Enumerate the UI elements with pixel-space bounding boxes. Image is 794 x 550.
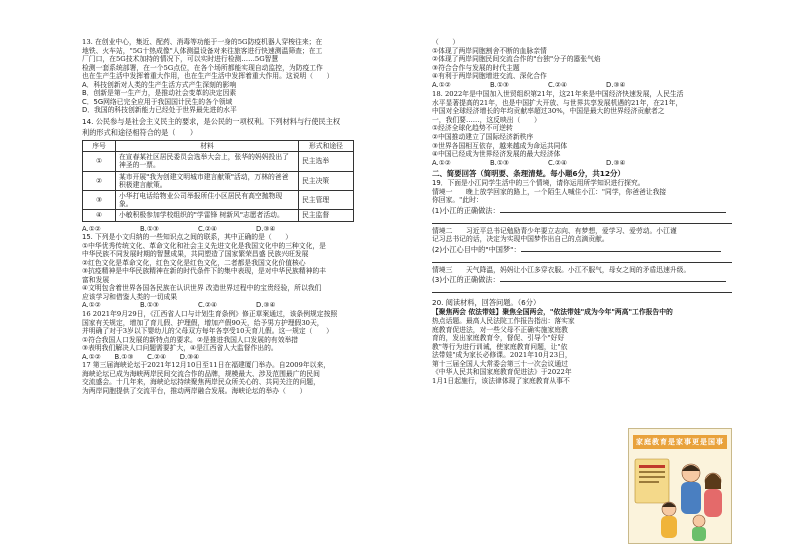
- q15-line: 富和发展: [82, 275, 110, 284]
- q13-option-c: C．5G网络已完全应用于我国国计民生的各个领域: [82, 97, 233, 106]
- left-column: [82, 38, 380, 395]
- q17-line: 17 第三届海峡论坛于2021年12月10日至11日在福建厦门举办。自2009年以来，: [82, 361, 331, 370]
- question-14: [82, 116, 380, 233]
- poster-title: 家庭教育是家事更是国事: [633, 435, 727, 449]
- q15-option: C.②④: [198, 301, 218, 310]
- q15-options: [82, 301, 380, 310]
- q18-option: B.①③: [490, 158, 510, 167]
- q17-option: D.③④: [606, 80, 626, 89]
- q19-line: 你回家。"此时：: [432, 196, 483, 205]
- q15-line: 15. 下列是小文归纳的一些知识点之间的联系，其中正确的是（ ）: [82, 233, 293, 242]
- q18-line: 18. 2022年是中国加入世贸组织第21年，这21年来是中国经济快速发展，人民生活: [432, 90, 684, 99]
- q13-option-d: D．我国的科技创新能力已经处于世界最先进的水平: [82, 106, 237, 115]
- q19-line: 情境二 习近平总书记勉励青少年要立志向、有梦想，爱学习、爱劳动。小江谨: [432, 226, 677, 235]
- q20-line: 1月1日起施行，该法律体现了家庭教育从事不: [432, 376, 570, 385]
- q18-line: 水平显著提高的21年，也是中国扩大开放、与世界共享发展机遇的21年，在21年，: [432, 98, 683, 107]
- q17-option: C.②④: [548, 80, 568, 89]
- table-row: [83, 152, 354, 171]
- q20-line: 教"等行为进行训诫，使家庭教育问题，让"依: [432, 342, 568, 351]
- q19-answer-row: [432, 285, 738, 296]
- q15-line: ④文明包含着世界各国各民族在认识世界 改造世界过程中的宝贵经验，所以我们: [82, 284, 322, 293]
- q13-line: 检测一套系统部署，在一个5G点位，在各个场所都能实现自动监控，为防疫工作: [82, 63, 323, 72]
- answer-label: (2)小江心目中的"中国梦"：: [432, 244, 521, 254]
- q16-line: ①符合我国人口发展的新特点的要求。②是推进我国人口发展的有效举措: [82, 335, 299, 344]
- table-cell: ④: [83, 210, 116, 221]
- answer-blank[interactable]: [432, 256, 732, 263]
- q17-line: 海峡论坛已成为海峡两岸民间交流合作的品牌，规模最大、涉及范围最广的民间: [82, 369, 320, 378]
- q16-line: 并明确了对于3岁以下婴幼儿的父母双方每年各享受10天育儿假。这一规定（ ）: [82, 327, 333, 336]
- q19-answer-row: [432, 244, 738, 255]
- q14-options: [82, 225, 380, 234]
- q14-line: 利的形式和途径相符合的是（ ）: [82, 127, 198, 137]
- q19-answer-row: [432, 274, 738, 285]
- q15-line: ①中华优秀传统文化、革命文化和社会主义先进文化是我国文化中的三种文化，是: [82, 241, 326, 250]
- q18-statement: ②中国推动建立了国际经济新秩序: [432, 133, 534, 142]
- q15-line: ③抗疫精神是中华民族精神在新的时代条件下的集中表现，是对中华民族精神的丰: [82, 267, 326, 276]
- q18-line: 一，我们要……，这反映出（ ）: [432, 115, 541, 124]
- q13-line: 13. 在创业中心，集近、配药、消毒等功能于一身的5G防疫机器人穿梭往来；在: [82, 38, 323, 46]
- q15-option: A.①②: [82, 301, 101, 310]
- q17-statement: ①体现了两岸同胞割舍不断的血脉亲情: [432, 46, 547, 55]
- q17-options: [432, 81, 738, 90]
- q19-line: 记习总书记的话，决定为实现中国梦作出自己的点滴贡献。: [432, 235, 609, 244]
- q20-title: 20. 阅读材料，回答问题。（6分）: [432, 298, 541, 308]
- q13-option-a: A．科技创新对人类的生产生活方式产生深刻的影响: [82, 80, 237, 89]
- q16-line: A.①② B.①③ C.②④ D.③④: [82, 352, 200, 361]
- table-row: [83, 190, 354, 209]
- table-header: 形式和途径: [299, 140, 354, 151]
- answer-blank[interactable]: [500, 275, 726, 282]
- table-cell: 民主选举: [299, 152, 354, 171]
- section-2: [432, 168, 738, 296]
- q19-answer-row: [432, 216, 738, 227]
- q20-line: 热点话题。最高人民法院工作报告指出：落实家: [432, 317, 575, 326]
- question-16: [82, 310, 380, 361]
- q19-line: 情境一 晚上放学回家的路上，一个陌生人喊住小江："同学，你爸爸让我接: [432, 187, 667, 196]
- family-illustration-icon: [629, 451, 731, 543]
- q18-statement: ③世界各国相互依存，越来越成为命运共同体: [432, 141, 568, 150]
- answer-paren: （ ）: [432, 38, 460, 46]
- q16-line: ③表明我们解决人口问题需要扩大，④是江西省人大监督作出的。: [82, 344, 278, 353]
- question-17-continued: [432, 38, 738, 89]
- q15-line: ②红色文化是革命文化，红色文化是红色文化，二者都是我国文化价值核心: [82, 258, 306, 267]
- q18-line: 中国对全球经济增长的年均贡献率超过30%，中国是最大的世界经济贡献者之: [432, 107, 665, 116]
- q20-line: 育的，发出家庭教育令，督促、引导个"好好: [432, 334, 565, 343]
- q18-option: D.③④: [606, 158, 626, 167]
- q19-answer-row: [432, 205, 738, 216]
- table-cell: 民主管理: [299, 190, 354, 209]
- q18-statement: ④中国已经成为世界经济发展的最大经济体: [432, 150, 561, 159]
- table-row: [83, 210, 354, 221]
- q18-option: A.①②: [432, 158, 451, 167]
- question-18: [432, 90, 738, 167]
- section-title: 二、简要回答（简明要、条理清楚。每小题6分，共12分）: [432, 169, 625, 179]
- answer-label: (3)小江的正确做法：: [432, 275, 500, 285]
- question-17: [82, 361, 380, 395]
- q17-statement: ③符合合作与发展的时代主题: [432, 63, 520, 72]
- family-education-poster: [628, 428, 732, 544]
- q14-option: D.③④: [256, 224, 276, 233]
- q17-option: A.①②: [432, 80, 451, 89]
- table-header: 材料: [116, 140, 299, 151]
- table-header-row: [83, 140, 354, 151]
- q20-line: 《中华人民共和国家庭教育促进法》于2022年: [432, 368, 572, 377]
- q15-line: 应该学习和借鉴人类的一切成果: [82, 292, 178, 301]
- q20-line: 【聚焦两会 依法带娃】聚焦全国两会，"依法带娃"成为今年"两高"工作报告中的: [432, 308, 673, 317]
- q15-option: D.③④: [256, 301, 276, 310]
- q17-option: B.①③: [490, 80, 510, 89]
- q18-statement: ①经济全球化趋势不可逆转: [432, 124, 513, 133]
- q15-option: B.①③: [140, 301, 160, 310]
- table-cell: ①: [83, 152, 116, 171]
- table-cell: ②: [83, 171, 116, 190]
- q18-option: C.②④: [548, 158, 568, 167]
- answer-label: (1)小江的正确做法：: [432, 205, 500, 215]
- q19-answer-row: [432, 255, 738, 266]
- q17-line: 交流盛会。十几年来，海峡论坛持续聚焦两岸民众所关心的、共同关注的问题，: [82, 378, 320, 387]
- q15-line: 中华民族不同发展时期的智慧成果，共同塑造了国家繁荣昌盛 民族兴旺发展: [82, 250, 309, 259]
- q17-statement: ④有利于两岸同胞增进交流、深化合作: [432, 72, 547, 81]
- q13-line: 厂门口，在5G技术加持的情况下，可以实时进行检测……5G智慧: [82, 55, 279, 64]
- q18-options: [432, 159, 738, 168]
- q20-line: 第十三届全国人大常委会第三十一次会议通过: [432, 359, 568, 368]
- question-15: [82, 233, 380, 310]
- right-column: [432, 38, 738, 385]
- table-cell: 民主决策: [299, 171, 354, 190]
- q14-table: [82, 140, 354, 222]
- q14-option: B.①③: [140, 224, 160, 233]
- answer-blank[interactable]: [432, 217, 732, 224]
- table-cell: 小华打电话给物业公司举报所住小区居民有高空抛物现象。: [116, 190, 299, 209]
- q13-line: 地铁、火车站，"5G十热成像"人体测温设备对来往旅客进行快速测温筛查；在工: [82, 46, 323, 55]
- q19-line: 19．下面是小江同学生活中的三个情境，请你运用所学知识进行探究。: [432, 179, 645, 188]
- q19-line: 情境三 天气降温，妈妈让小江多穿衣服。小江不服气，母女之间的矛盾迅速升级。: [432, 265, 691, 274]
- table-cell: ③: [83, 190, 116, 209]
- q20-line: 庭教育促进法，对一些父母不正确实施家庭教: [432, 325, 568, 334]
- q17-statement: ②体现了两岸同胞民间交流合作的"台独"分子的嚣张气焰: [432, 55, 601, 64]
- table-cell: 民主监督: [299, 210, 354, 221]
- question-20: [432, 297, 738, 385]
- q14-option: A.①②: [82, 224, 101, 233]
- table-cell: 小敏积极参加学校组织的"学雷锋 树新风"志愿者活动。: [116, 210, 299, 221]
- q17-line: 为两岸同胞提供了交流平台，推动两岸融合发展。海峡论坛的举办（ ）: [82, 386, 307, 395]
- q13-option-b: B．创新是第一生产力，是推动社会变革的决定因素: [82, 89, 237, 98]
- table-cell: 某市开展"我为创建文明城市建言献策"活动，万林的爸爸积极建言献策。: [116, 171, 299, 190]
- q14-line: 14. 公民参与是社会主义民主的要求，是公民的一项权利。下列材料与行使民主权: [82, 116, 341, 126]
- question-13: [82, 38, 380, 115]
- table-row: [83, 171, 354, 190]
- table-cell: 在宣春某社区居民委员会选举大会上，张华的妈妈投出了神圣的一票。: [116, 152, 299, 171]
- table-header: 序号: [83, 140, 116, 151]
- q16-line: 16 2021年9月29日，《江西省人口与计划生育条例》修正草案通过，该条例规定按照: [82, 310, 338, 319]
- answer-blank[interactable]: [432, 286, 732, 293]
- q20-line: 法带娃"成为家长必修课。2021年10月23日，: [432, 351, 572, 360]
- q13-line: 也在生产生活中发挥着重大作用，也在生产生活中发挥着重大作用。这说明（ ）: [82, 72, 334, 81]
- answer-blank[interactable]: [521, 245, 721, 252]
- q16-line: 国家有关规定，增加了育儿假、护理假，增加产假90天，给予男方护理假30天，: [82, 318, 324, 327]
- answer-blank[interactable]: [500, 206, 726, 213]
- q14-option: C.②④: [198, 224, 218, 233]
